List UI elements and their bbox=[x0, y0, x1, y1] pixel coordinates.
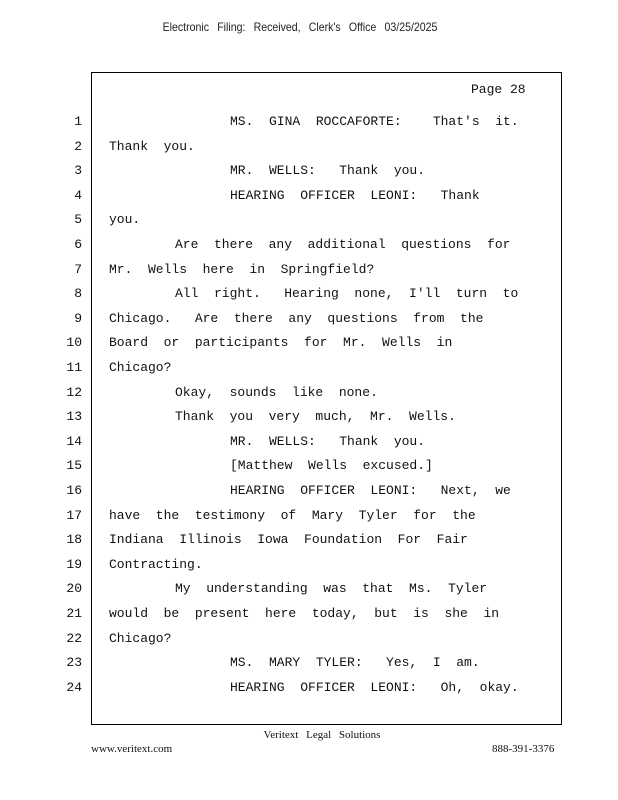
line-number: 2 bbox=[74, 139, 82, 154]
transcript-line: My understanding was that Ms. Tyler bbox=[175, 581, 488, 596]
line-number: 7 bbox=[74, 262, 82, 277]
line-number: 5 bbox=[74, 212, 82, 227]
line-number: 4 bbox=[74, 188, 82, 203]
transcript-line: All right. Hearing none, I'll turn to bbox=[175, 286, 519, 301]
line-number: 12 bbox=[66, 385, 82, 400]
transcript-line: MS. MARY TYLER: Yes, I am. bbox=[230, 655, 480, 670]
transcript-line: Thank you. bbox=[109, 139, 195, 154]
transcript-line: HEARING OFFICER LEONI: Thank bbox=[230, 188, 480, 203]
line-number: 20 bbox=[66, 581, 82, 596]
transcript-line: MR. WELLS: Thank you. bbox=[230, 434, 426, 449]
line-number: 9 bbox=[74, 311, 82, 326]
transcript-line: MR. WELLS: Thank you. bbox=[230, 163, 426, 178]
transcript-line: would be present here today, but is she in bbox=[109, 606, 500, 621]
line-number: 16 bbox=[66, 483, 82, 498]
filing-header: Electronic Filing: Received, Clerk's Office 03/25/2025 bbox=[162, 20, 438, 34]
line-number: 15 bbox=[66, 458, 82, 473]
transcript-line: Mr. Wells here in Springfield? bbox=[109, 262, 375, 277]
footer-phone: 888-391-3376 bbox=[492, 743, 555, 755]
line-number: 1 bbox=[74, 114, 82, 129]
line-number: 23 bbox=[66, 655, 82, 670]
transcript-line: Chicago? bbox=[109, 360, 172, 375]
line-number: 18 bbox=[66, 532, 82, 547]
transcript-line: Thank you very much, Mr. Wells. bbox=[175, 409, 456, 424]
line-number: 22 bbox=[66, 631, 82, 646]
line-number: 3 bbox=[74, 163, 82, 178]
transcript-line: Board or participants for Mr. Wells in bbox=[109, 335, 453, 350]
line-number: 8 bbox=[74, 286, 82, 301]
transcript-line: Contracting. bbox=[109, 557, 203, 572]
transcript-line: [Matthew Wells excused.] bbox=[230, 458, 433, 473]
footer-company: Veritext Legal Solutions bbox=[263, 729, 381, 741]
line-number: 13 bbox=[66, 409, 82, 424]
transcript-line: Indiana Illinois Iowa Foundation For Fair bbox=[109, 532, 468, 547]
line-number: 6 bbox=[74, 237, 82, 252]
line-number: 11 bbox=[66, 360, 82, 375]
transcript-line: have the testimony of Mary Tyler for the bbox=[109, 508, 476, 523]
line-number: 21 bbox=[66, 606, 82, 621]
footer-website: www.veritext.com bbox=[91, 743, 173, 755]
transcript-line: HEARING OFFICER LEONI: Next, we bbox=[230, 483, 511, 498]
line-number: 10 bbox=[66, 335, 82, 350]
line-number: 17 bbox=[66, 508, 82, 523]
transcript-line: Chicago? bbox=[109, 631, 172, 646]
transcript-line: Are there any additional questions for bbox=[175, 237, 511, 252]
line-number: 24 bbox=[66, 680, 82, 695]
page-number: Page 28 bbox=[471, 82, 526, 97]
transcript-line: HEARING OFFICER LEONI: Oh, okay. bbox=[230, 680, 519, 695]
transcript-line: Chicago. Are there any questions from the bbox=[109, 311, 484, 326]
transcript-line: Okay, sounds like none. bbox=[175, 385, 378, 400]
transcript-line: MS. GINA ROCCAFORTE: That's it. bbox=[230, 114, 519, 129]
transcript-line: you. bbox=[109, 212, 141, 227]
line-number: 19 bbox=[66, 557, 82, 572]
line-number: 14 bbox=[66, 434, 82, 449]
